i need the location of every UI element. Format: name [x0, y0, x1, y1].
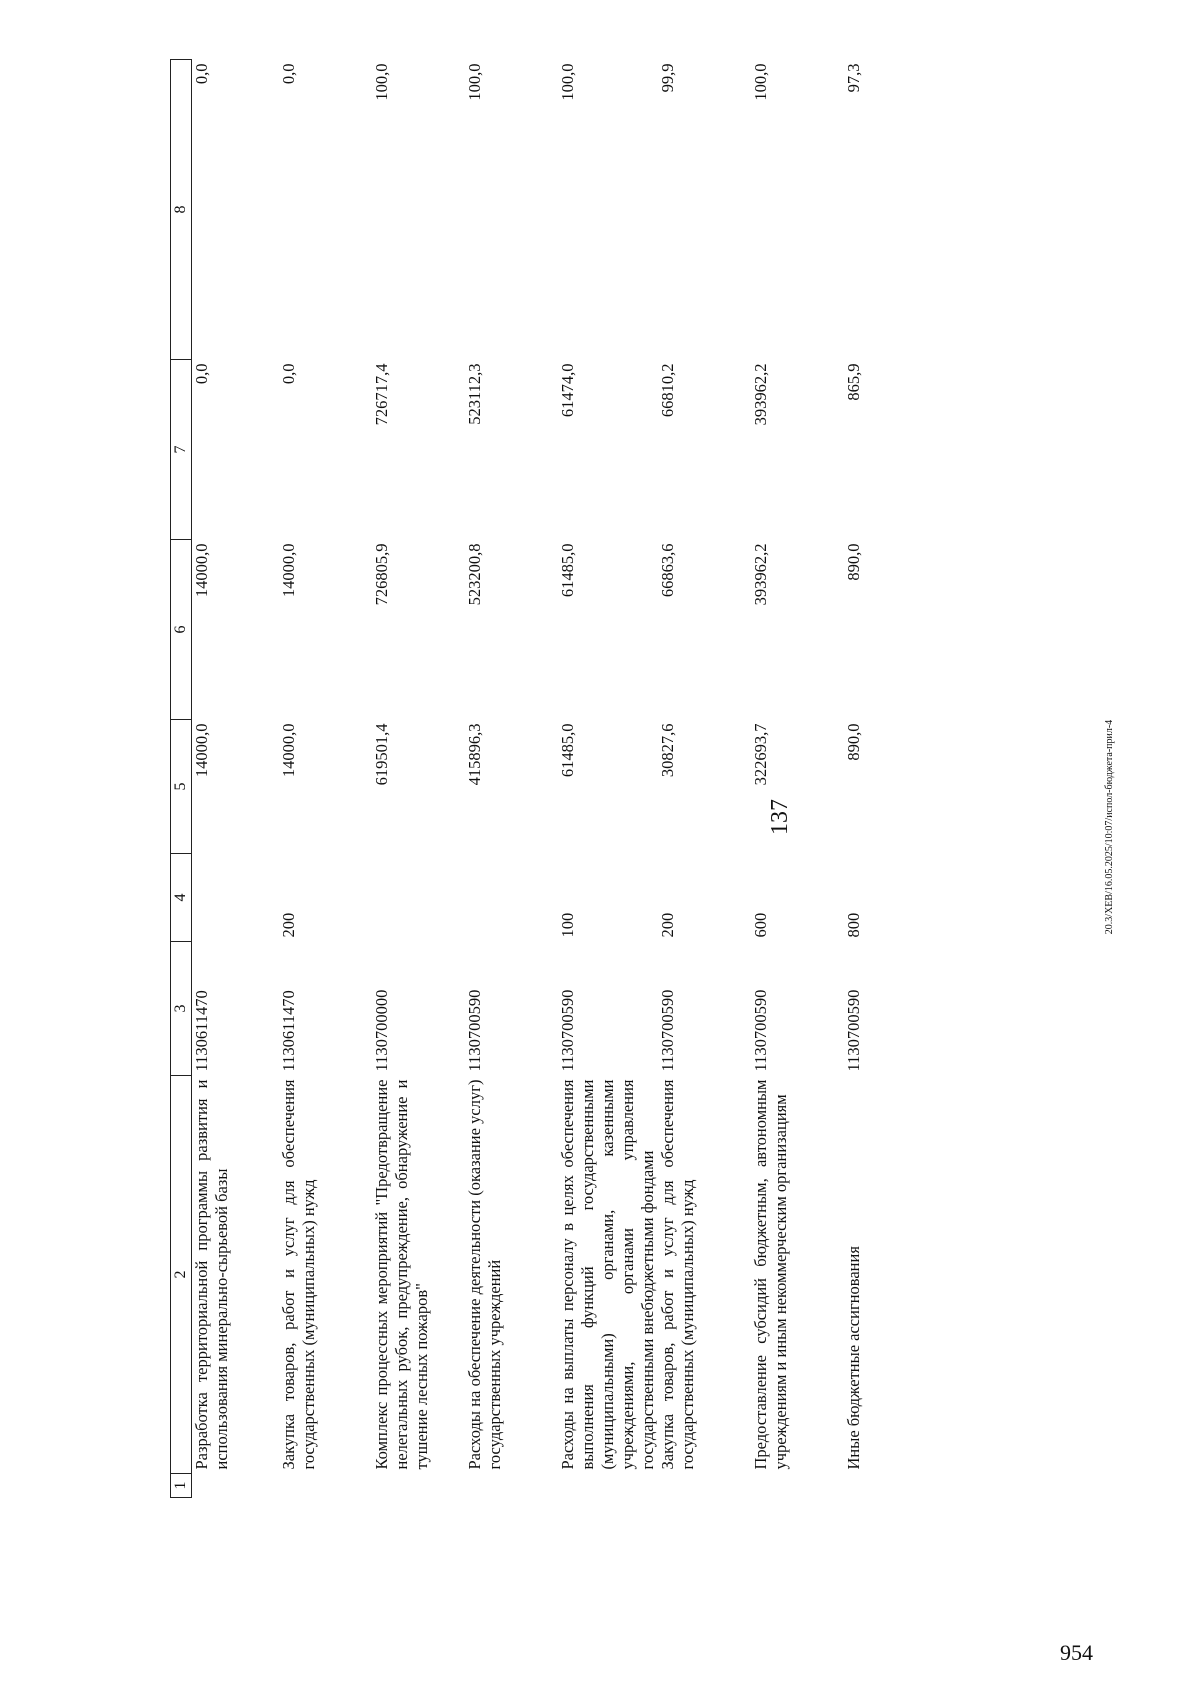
table-row [465, 60, 558, 1498]
row-type-cell [192, 854, 280, 942]
row-refined-cell: 61485,0 [558, 543, 577, 598]
row-percent-cell: 0,0 [279, 63, 298, 85]
row-percent-cell: 99,9 [658, 63, 677, 93]
column-header: 4 [171, 854, 192, 942]
row-name-cell: Закупка товаров, работ и услуг для обеспечения государственных (муниципальных) нужд [658, 1079, 697, 1470]
row-plan-cell: 619501,4 [372, 723, 391, 786]
row-code-cell: 1130611470 [279, 990, 298, 1072]
row-type-cell: 800 [844, 912, 863, 938]
row-executed-cell: 865,9 [844, 363, 863, 401]
row-refined-cell: 14000,0 [279, 543, 298, 598]
row-name-cell: Комплекс процессных мероприятий "Предотвращение нелегальных рубок, предупреждение, обнаружение и тушение лесных пожаров" [372, 1079, 431, 1470]
row-percent-cell: 100,0 [372, 63, 391, 101]
column-header: 2 [171, 1076, 192, 1474]
rotated-table-container [170, 60, 940, 1498]
row-index-cell [279, 1474, 372, 1498]
row-name-cell: Расходы на выплаты персоналу в целях обеспечения выполнения функций государственными (муниципальными) органами, казенными учреждениями, органами управления государственными внебюджетными фондами [558, 1079, 657, 1470]
row-type-cell: 100 [558, 912, 577, 938]
row-executed-cell: 523112,3 [465, 363, 484, 425]
row-type-cell: 600 [751, 912, 770, 938]
row-executed-cell: 61474,0 [558, 363, 577, 418]
budget-execution-table [170, 59, 937, 1498]
table-row [372, 60, 465, 1498]
row-refined-cell: 393962,2 [751, 543, 770, 606]
row-index-cell [751, 1474, 844, 1498]
row-index-cell [372, 1474, 465, 1498]
table-row [751, 60, 844, 1498]
row-executed-cell: 726717,4 [372, 363, 391, 426]
row-percent-cell: 100,0 [751, 63, 770, 101]
row-percent-cell: 97,3 [844, 63, 863, 93]
column-header: 7 [171, 360, 192, 540]
row-plan-cell: 415896,3 [465, 723, 484, 786]
row-refined-cell: 523200,8 [465, 543, 484, 606]
row-percent-cell: 100,0 [558, 63, 577, 101]
row-plan-cell: 30827,6 [658, 723, 677, 778]
table-row [192, 60, 280, 1498]
row-name-cell: Разработка территориальной программы развития и использования минерально-сырьевой базы [192, 1079, 231, 1470]
row-type-cell [372, 854, 465, 942]
row-type-cell: 200 [279, 912, 298, 938]
row-name-cell: Расходы на обеспечение деятельности (оказание услуг) государственных учреждений [465, 1079, 504, 1470]
row-refined-cell: 726805,9 [372, 543, 391, 606]
row-percent-cell: 100,0 [465, 63, 484, 101]
row-refined-cell: 14000,0 [192, 543, 211, 598]
row-index-cell [844, 1474, 937, 1498]
row-plan-cell: 14000,0 [279, 723, 298, 778]
table-row [658, 60, 751, 1498]
row-refined-cell: 890,0 [844, 543, 863, 581]
row-type-cell: 200 [658, 912, 677, 938]
column-header: 6 [171, 540, 192, 720]
print-stamp: 20.3/XEB/16.05.2025/10:07/испол-бюджета-прил-4 [1104, 719, 1115, 935]
row-index-cell [558, 1474, 658, 1498]
row-index-cell [658, 1474, 751, 1498]
column-header: 3 [171, 942, 192, 1076]
row-code-cell: 1130700590 [558, 989, 577, 1072]
table-row [844, 60, 937, 1498]
row-executed-cell: 0,0 [279, 363, 298, 385]
row-name-cell: Закупка товаров, работ и услуг для обеспечения государственных (муниципальных) нужд [279, 1079, 318, 1470]
row-plan-cell: 322693,7 [751, 723, 770, 786]
row-code-cell: 1130611470 [192, 990, 211, 1072]
row-name-cell: Иные бюджетные ассигнования [844, 1246, 863, 1470]
column-header: 5 [171, 720, 192, 854]
row-code-cell: 1130700590 [751, 989, 770, 1072]
row-executed-cell: 66810,2 [658, 363, 677, 418]
row-code-cell: 1130700590 [465, 989, 484, 1072]
row-code-cell: 1130700590 [658, 989, 677, 1072]
row-name-cell: Предоставление субсидий бюджетным, автономным учреждениям и иным некоммерческим организациям [751, 1079, 790, 1470]
row-percent-cell: 0,0 [192, 63, 211, 85]
table-row [279, 60, 372, 1498]
row-code-cell: 1130700590 [844, 989, 863, 1072]
row-code-cell: 1130700000 [372, 989, 391, 1072]
column-header: 8 [171, 60, 192, 360]
row-plan-cell: 890,0 [844, 723, 863, 761]
row-type-cell [465, 854, 558, 942]
row-executed-cell: 0,0 [192, 363, 211, 385]
column-header: 1 [171, 1474, 192, 1498]
row-executed-cell: 393962,2 [751, 363, 770, 426]
row-refined-cell: 66863,6 [658, 543, 677, 598]
table-row [558, 60, 658, 1498]
table-header-row [171, 60, 192, 1498]
row-index-cell [192, 1474, 280, 1498]
row-index-cell [465, 1474, 558, 1498]
row-plan-cell: 61485,0 [558, 723, 577, 778]
row-plan-cell: 14000,0 [192, 723, 211, 778]
page-number: 137 [767, 799, 793, 835]
sheet-number: 954 [1060, 1640, 1093, 1665]
